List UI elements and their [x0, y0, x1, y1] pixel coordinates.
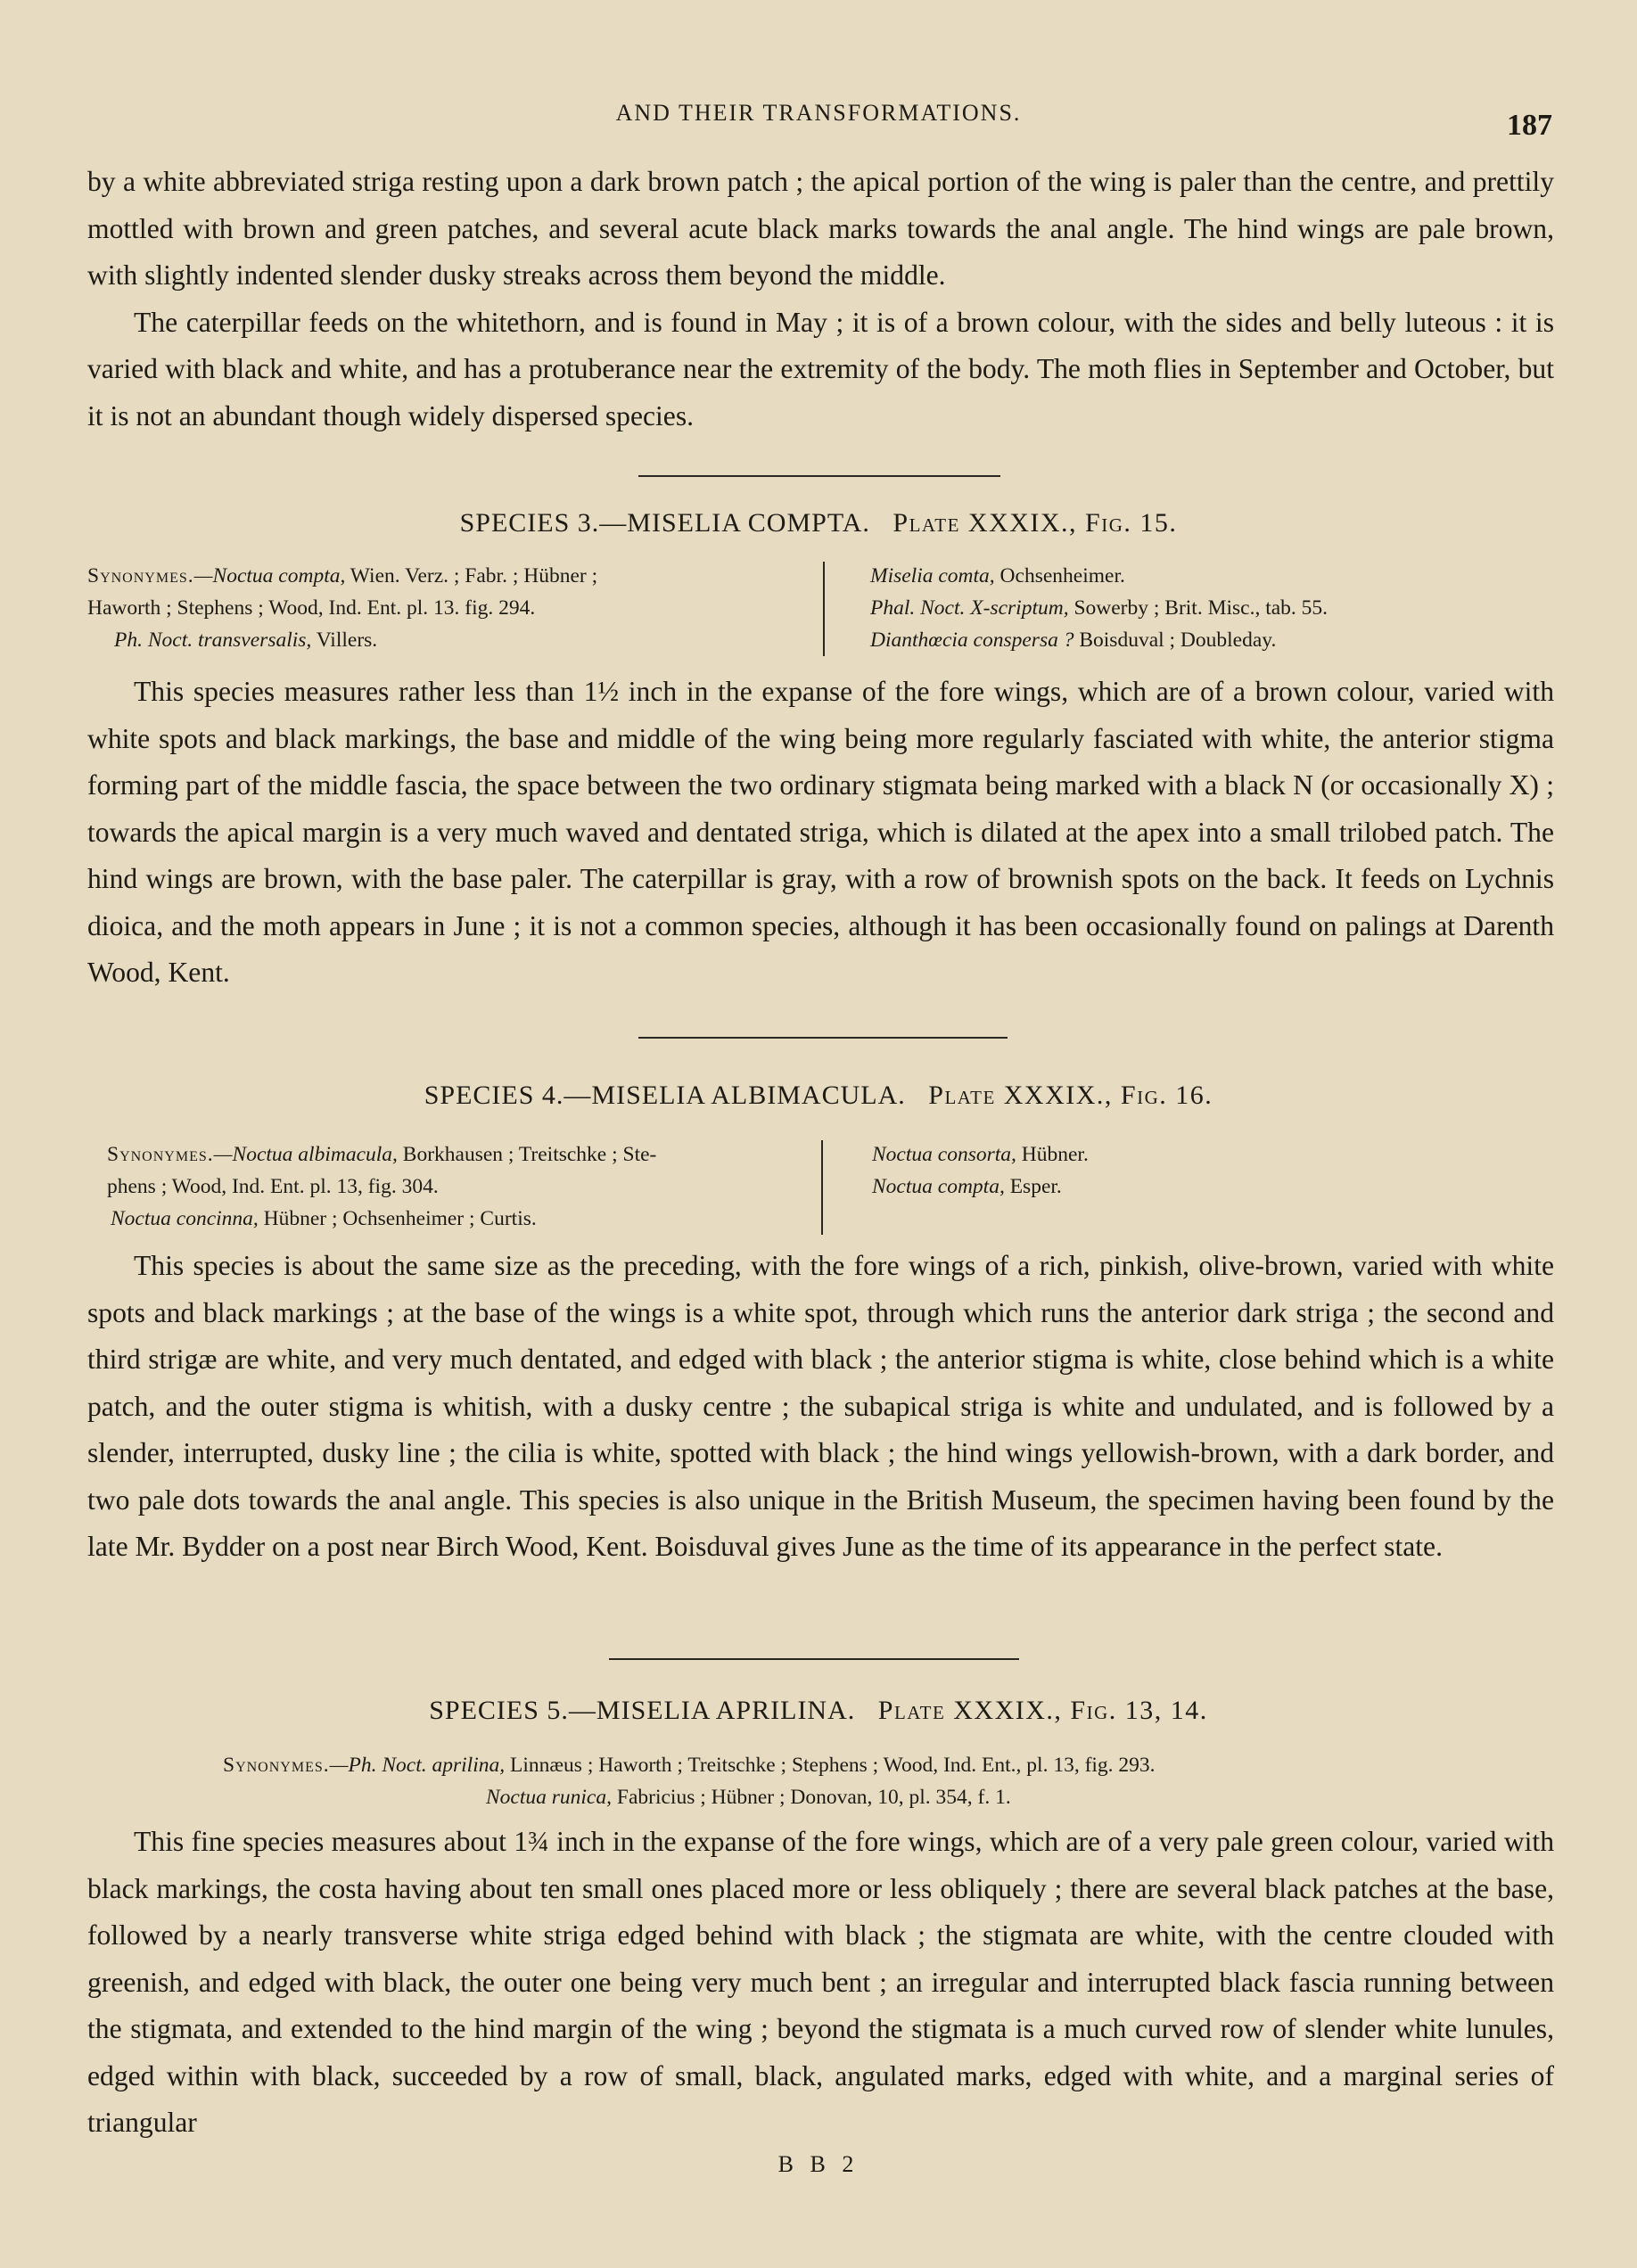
- signature-mark: B B 2: [777, 2151, 860, 2177]
- synonymes-label: Synonymes.: [223, 1754, 330, 1777]
- species-4-synonymy-right: [872, 1138, 1567, 1203]
- species-4-body: This species is about the same size as the preceding, with the fore wings of a rich, pinkish, olive-brown, varied with white spots and black markings ; at the base of the wings is a white spot, through which runs the anterior dark striga ; the second and third strigæ are white, and very much dentated, and edged with black ; the anterior stigma is white, close behind which is a white patch, and the outer stigma is whitish, with a dusky centre ; the subapical striga is white and undulated, and is followed by a slender, interrupted, dusky line ; the cilia is white, spotted with black ; the hind wings yellowish-brown, with a dark border, and two pale dots towards the anal angle. This species is also unique in the British Museum, the specimen having been found by the late Mr. Bydder on a post near Birch Wood, Kent. Boisduval gives June as the time of its appearance in the perfect state.: [87, 1250, 1554, 1562]
- synonymy-divider: [821, 1140, 823, 1235]
- synonym-line: Synonymes.—Noctua albimacula, Borkhausen ; Treitschke ; Ste-: [107, 1143, 657, 1166]
- species-5-synonymy: [223, 1749, 1507, 1817]
- species-3-synonymy-left: [87, 560, 818, 656]
- species-4-description: [87, 1243, 1554, 1571]
- species-5-title: SPECIES 5.—MISELIA APRILINA.: [429, 1696, 856, 1725]
- synonym-line: Noctua compta, Esper.: [872, 1175, 1062, 1198]
- species-5-heading: [0, 1696, 1637, 1726]
- intro-paragraph-1: by a white abbreviated striga resting upon a dark brown patch ; the apical portion of the wing is paler than the centre, and prettily mottled with brown and green patches, and several acute black marks towards the anal angle. The hind wings are pale brown, with slightly indented slender dusky streaks across them beyond the middle.: [87, 166, 1554, 291]
- species-3-synonymy: [87, 560, 1559, 658]
- synonymes-label: Synonymes.: [107, 1143, 214, 1166]
- synonym-line: Noctua concinna, Hübner ; Ochsenheimer ; Curtis.: [111, 1207, 537, 1230]
- species-5-plate: Plate XXXIX., Fig. 13, 14.: [877, 1696, 1208, 1725]
- page-number: 187: [1507, 109, 1552, 142]
- synonymes-label: Synonymes.: [87, 564, 194, 588]
- species-4-heading: [0, 1081, 1637, 1111]
- synonym-line: phens ; Wood, Ind. Ent. pl. 13, fig. 304.: [107, 1175, 439, 1198]
- intro-text: [87, 159, 1554, 440]
- section-divider: [638, 475, 1000, 477]
- section-divider: [638, 1037, 1008, 1039]
- section-divider: [609, 1658, 1019, 1660]
- synonym-line: Miselia comta, Ochsenheimer.: [870, 564, 1125, 588]
- species-4-synonymy-left: [107, 1138, 820, 1235]
- synonym-line: Dianthœcia conspersa ? Boisduval ; Doubleday.: [870, 629, 1277, 652]
- synonym-line: Phal. Noct. X-scriptum, Sowerby ; Brit. Misc., tab. 55.: [870, 596, 1329, 620]
- species-3-plate: Plate XXXIX., Fig. 15.: [893, 508, 1178, 538]
- species-5-body: This fine species measures about 1¾ inch in the expanse of the fore wings, which are of a very pale green colour, varied with black markings, the costa having about ten small ones placed more or less obliquely ; there are several black patches at the base, followed by a nearly transverse white striga edged behind with black ; the stigmata are white, with the centre clouded with greenish, and edged with black, the outer one being very much bent ; an irregular and interrupted black fascia running between the stigmata, and extended to the hind margin of the wing ; beyond the stigmata is a much curved row of slender white lunules, edged within with black, succeeded by a row of small, black, angulated marks, edged with white, and a marginal series of triangular: [87, 1826, 1554, 2138]
- synonymy-divider: [823, 562, 825, 656]
- running-head: AND THEIR TRANSFORMATIONS.: [615, 100, 1022, 126]
- synonym-line: Noctua runica, Fabricius ; Hübner ; Donovan, 10, pl. 354, f. 1.: [486, 1786, 1011, 1809]
- species-3-body: This species measures rather less than 1½ inch in the expanse of the fore wings, which are of a brown colour, varied with white spots and black markings, the base and middle of the wing being more regularly fasciated with white, the anterior stigma forming part of the middle fascia, the space between the two ordinary stigmata being marked with a black N (or occasionally X) ; towards the apical margin is a very much waved and dentated striga, which is dilated at the apex into a small trilobed patch. The hind wings are brown, with the base paler. The caterpillar is gray, with a row of brownish spots on the back. It feeds on Lychnis dioica, and the moth appears in June ; it is not a common species, although it has been occasionally found on palings at Darenth Wood, Kent.: [87, 676, 1554, 988]
- species-4-plate: Plate XXXIX., Fig. 16.: [928, 1081, 1213, 1110]
- synonym-line: Synonymes.—Noctua compta, Wien. Verz. ; Fabr. ; Hübner ;: [87, 564, 598, 588]
- species-4-synonymy: [107, 1138, 1569, 1237]
- species-3-heading: [0, 508, 1637, 538]
- synonym-line: Haworth ; Stephens ; Wood, Ind. Ent. pl. 13. fig. 294.: [87, 596, 536, 620]
- synonym-line: Ph. Noct. transversalis, Villers.: [114, 629, 378, 652]
- intro-paragraph-2: The caterpillar feeds on the whitethorn, and is found in May ; it is of a brown colour, with the sides and belly luteous : it is varied with black and white, and has a protuberance near the extremity of the body. The moth flies in September and October, but it is not an abundant though widely dispersed species.: [87, 306, 1554, 431]
- synonym-line: Noctua consorta, Hübner.: [872, 1143, 1089, 1166]
- species-3-title: SPECIES 3.—MISELIA COMPTA.: [459, 508, 870, 538]
- synonym-line: Synonymes.—Ph. Noct. aprilina, Linnæus ; Haworth ; Treitschke ; Stephens ; Wood, Ind. Ent., pl. 13, fig. 293.: [223, 1754, 1156, 1777]
- species-4-title: SPECIES 4.—MISELIA ALBIMACULA.: [424, 1081, 906, 1110]
- species-3-synonymy-right: [870, 560, 1566, 656]
- species-3-description: [87, 669, 1554, 997]
- species-5-description: [87, 1819, 1554, 2147]
